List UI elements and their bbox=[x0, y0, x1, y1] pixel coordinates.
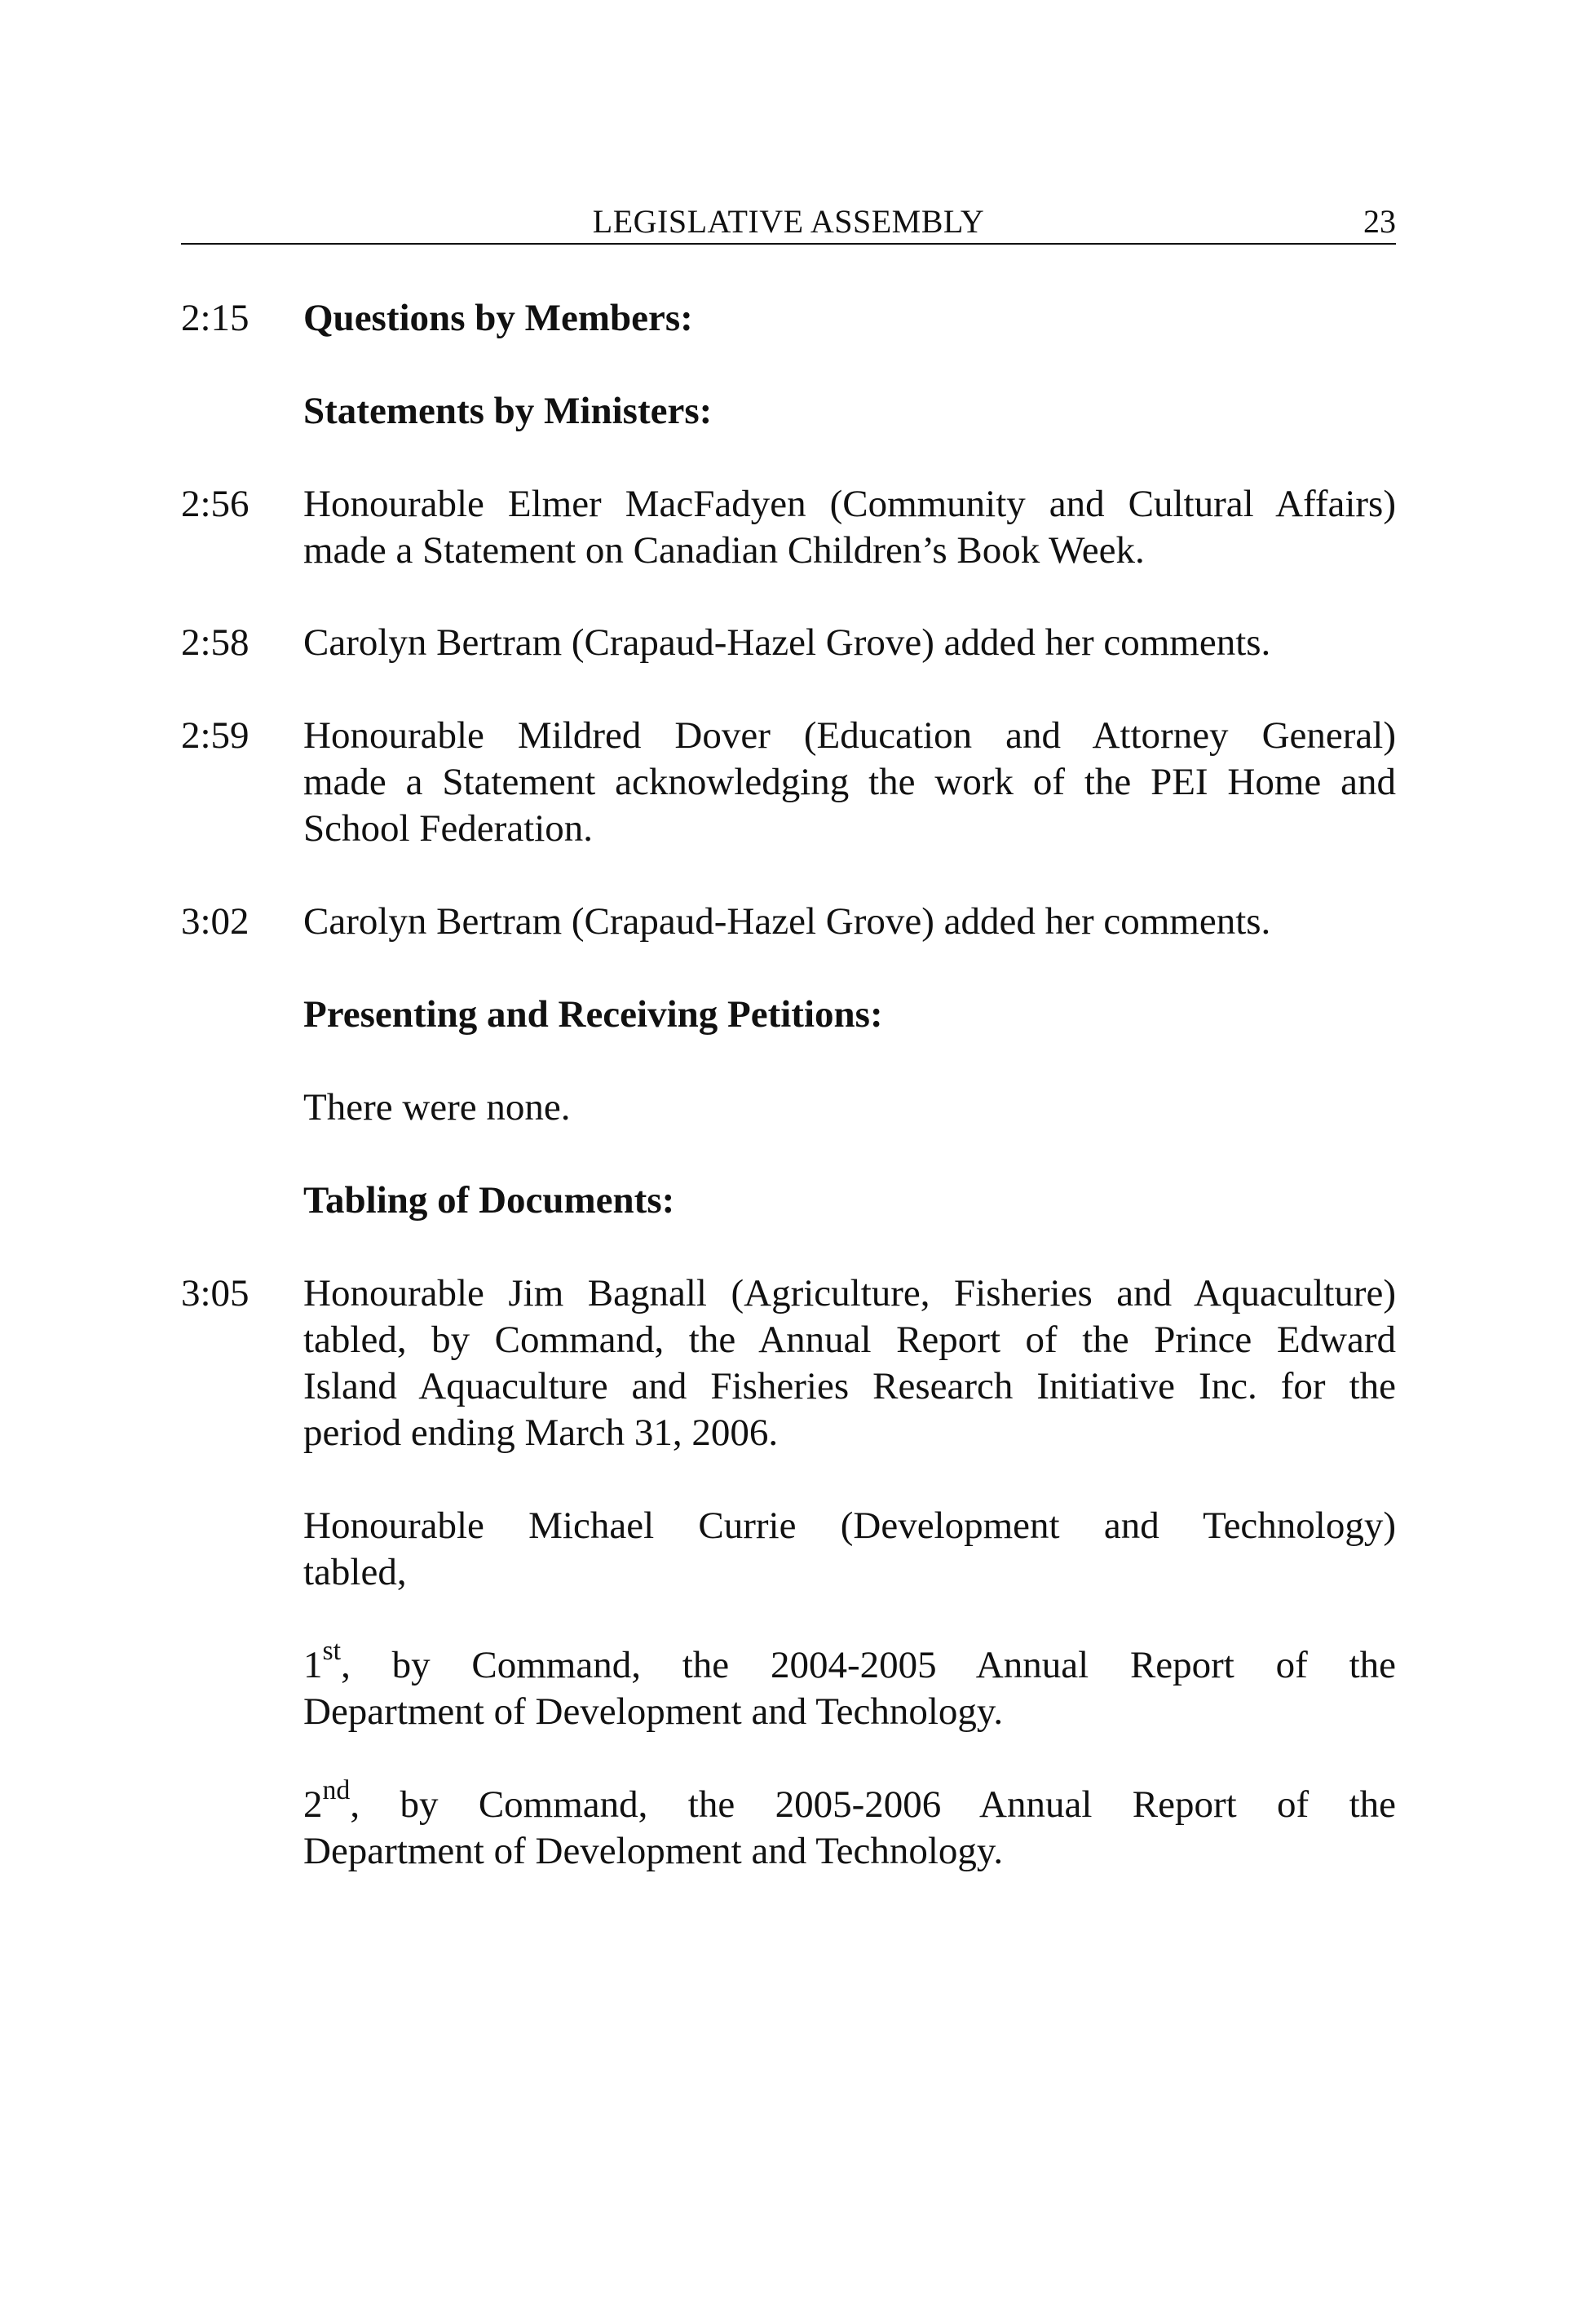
entry-text bbox=[303, 620, 1396, 666]
section-heading: Presenting and Receiving Petitions: bbox=[303, 993, 883, 1036]
text-line: There were none. bbox=[303, 1086, 571, 1129]
entry-time: 3:05 bbox=[181, 1272, 250, 1314]
ordinal-number: 2 bbox=[303, 1783, 323, 1826]
section-heading: Questions by Members: bbox=[303, 297, 693, 339]
entry-text bbox=[303, 481, 1396, 574]
text-line: Department of Development and Technology. bbox=[303, 1830, 1004, 1872]
entry-text bbox=[303, 1636, 1396, 1735]
page-number: 23 bbox=[1363, 203, 1396, 240]
entry-text bbox=[303, 713, 1396, 852]
entry-text bbox=[303, 1503, 1396, 1596]
text-line: tabled, by Command, the Annual Report of the Prince Edward bbox=[303, 1319, 1396, 1361]
text-line: made a Statement on Canadian Children’s Book Week. bbox=[303, 529, 1145, 572]
ordinal-number: 1 bbox=[303, 1644, 323, 1686]
entry-text bbox=[303, 1085, 1396, 1131]
section-heading: Statements by Ministers: bbox=[303, 390, 713, 432]
text-line: Honourable Jim Bagnall (Agriculture, Fisheries and Aquaculture) bbox=[303, 1272, 1396, 1314]
line-text: , by Command, the 2004-2005 Annual Report of the bbox=[341, 1644, 1396, 1686]
section-heading: Tabling of Documents: bbox=[303, 1179, 675, 1222]
running-title: LEGISLATIVE ASSEMBLY bbox=[592, 203, 985, 240]
text-line: Honourable Mildred Dover (Education and Attorney General) bbox=[303, 714, 1396, 757]
text-line: made a Statement acknowledging the work of the PEI Home and bbox=[303, 761, 1396, 803]
ordinal-suffix: st bbox=[322, 1636, 342, 1667]
text-line: Island Aquaculture and Fisheries Research Initiative Inc. for the bbox=[303, 1365, 1396, 1407]
entry-time: 3:02 bbox=[181, 900, 250, 943]
entry-time: 2:59 bbox=[181, 714, 250, 757]
entry-time: 2:15 bbox=[181, 297, 250, 339]
text-line: Carolyn Bertram (Crapaud-Hazel Grove) added her comments. bbox=[303, 621, 1271, 664]
text-line: Honourable Elmer MacFadyen (Community and Cultural Affairs) bbox=[303, 483, 1396, 525]
line-text: , by Command, the 2005-2006 Annual Report of the bbox=[350, 1783, 1396, 1826]
text-line: tabled, bbox=[303, 1551, 407, 1593]
text-line bbox=[303, 1636, 1396, 1689]
text-line: School Federation. bbox=[303, 807, 594, 850]
page-header bbox=[181, 202, 1396, 245]
text-line: Honourable Michael Currie (Development and Technology) bbox=[303, 1504, 1396, 1547]
text-line: Department of Development and Technology. bbox=[303, 1690, 1004, 1733]
text-line: period ending March 31, 2006. bbox=[303, 1412, 779, 1454]
text-line: Carolyn Bertram (Crapaud-Hazel Grove) added her comments. bbox=[303, 900, 1271, 943]
entry-text bbox=[303, 899, 1396, 945]
ordinal-suffix: nd bbox=[322, 1775, 351, 1806]
entry-text bbox=[303, 1775, 1396, 1875]
entry-text bbox=[303, 1270, 1396, 1456]
entry-time: 2:58 bbox=[181, 621, 250, 664]
text-line bbox=[303, 1775, 1396, 1828]
entry-time: 2:56 bbox=[181, 483, 250, 525]
